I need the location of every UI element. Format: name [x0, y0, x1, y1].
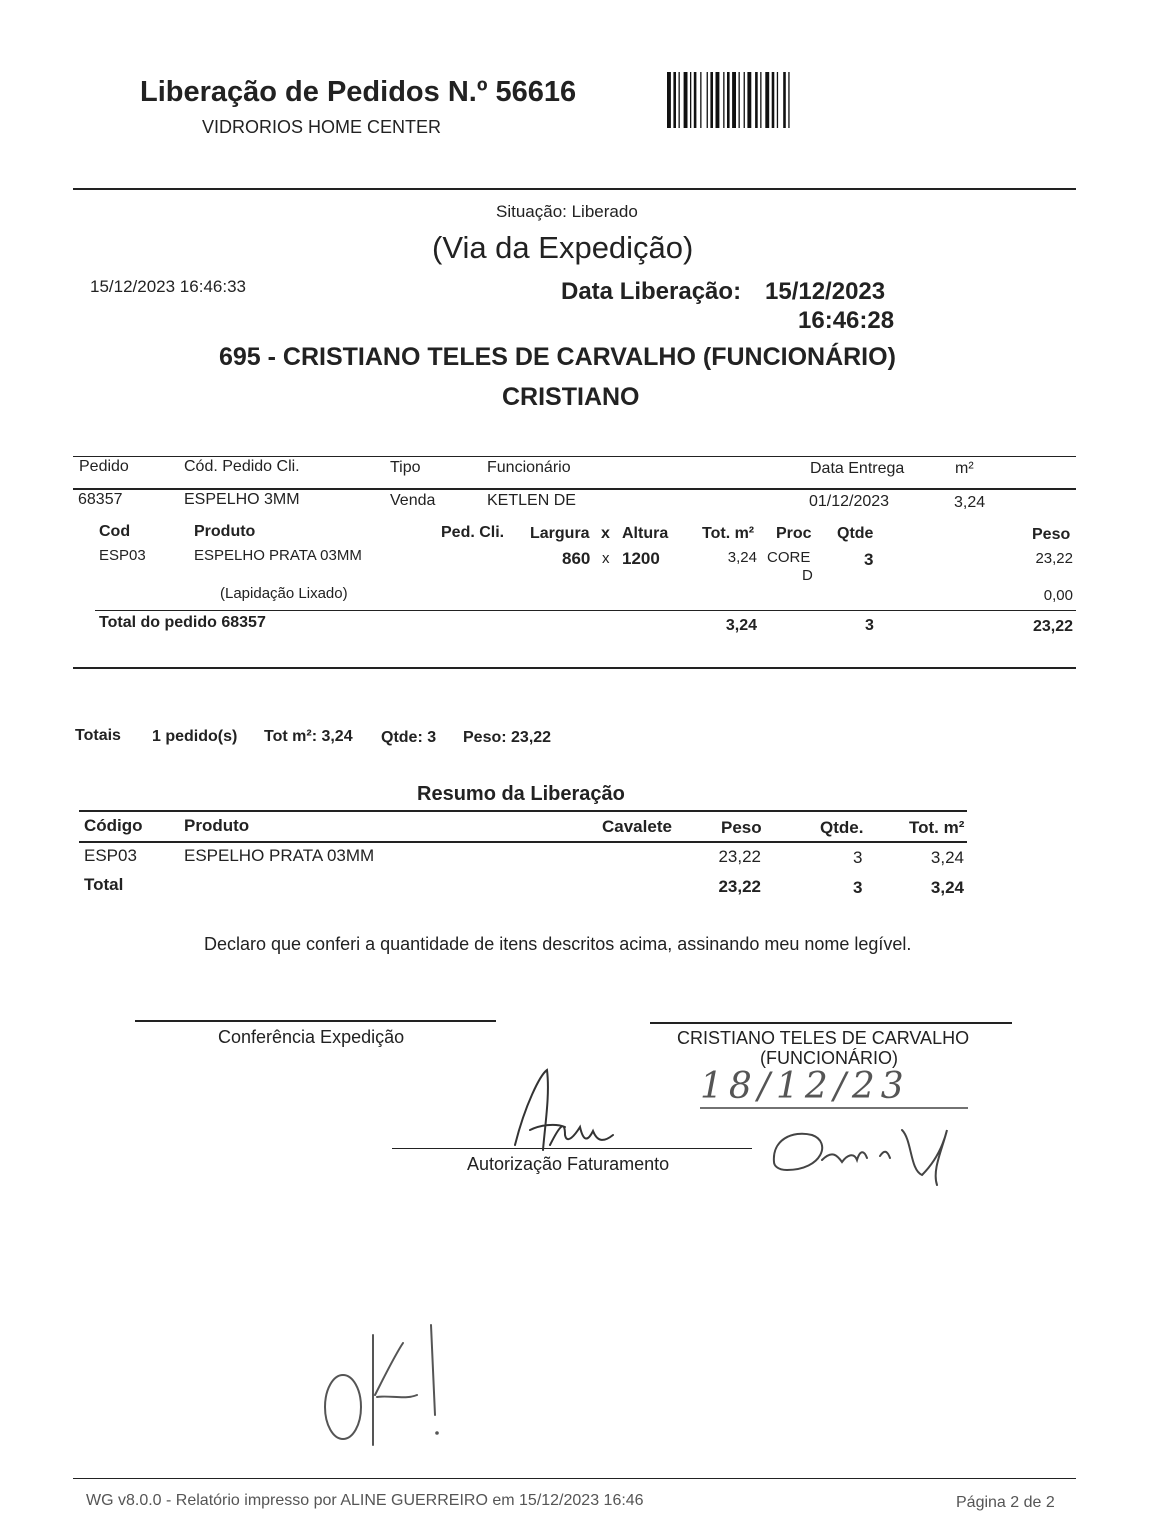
item-altura: 1200 [622, 549, 660, 568]
item-process-peso: 0,00 [1043, 587, 1073, 604]
summary-top-rule [79, 810, 967, 812]
signature-daniel [762, 1110, 962, 1200]
order-tipo: Venda [390, 492, 436, 509]
client-name: 695 - CRISTIANO TELES DE CARVALHO (FUNCIONÁRIO) [219, 343, 896, 371]
item-proc-line1: CORE [767, 549, 811, 566]
item-peso: 23,22 [1035, 550, 1073, 567]
client-short-name: CRISTIANO [502, 383, 640, 411]
signature-aline [505, 1065, 645, 1175]
item-header-peso: Peso [1032, 526, 1071, 543]
summary-header-qtde: Qtde. [820, 818, 864, 837]
order-m2: 3,24 [954, 494, 986, 511]
item-header-cod: Cod [99, 523, 131, 540]
item-tot-m2: 3,24 [727, 549, 757, 566]
totals-label: Totais [75, 727, 121, 744]
col-header-cod-pedido-cli: Cód. Pedido Cli. [184, 458, 300, 475]
item-largura: 860 [562, 549, 591, 568]
summary-total-qtde: 3 [853, 878, 863, 897]
autorizacao-label: Autorização Faturamento [467, 1154, 670, 1174]
order-total-rule [95, 610, 1076, 611]
summary-total-peso: 23,22 [718, 877, 761, 896]
summary-header-peso: Peso [721, 818, 762, 837]
item-x: x [602, 550, 610, 567]
order-total-qtde: 3 [865, 617, 874, 634]
totals-pedidos: 1 pedido(s) [152, 728, 238, 745]
order-table-top-rule [73, 456, 1076, 457]
via-title: (Via da Expedição) [432, 230, 694, 265]
item-header-x: x [601, 525, 610, 542]
order-total-peso: 23,22 [1032, 618, 1073, 635]
order-total-label: Total do pedido 68357 [99, 614, 266, 631]
release-label: Data Liberação: [561, 278, 742, 305]
summary-row-codigo: ESP03 [84, 846, 137, 865]
order-header-rule [73, 488, 1076, 490]
footer-printed-by: WG v8.0.0 - Relatório impresso por ALINE GUERREIRO em 15/12/2023 16:46 [86, 1492, 644, 1509]
employee-role: (FUNCIONÁRIO) [760, 1048, 898, 1068]
item-header-produto: Produto [194, 523, 256, 540]
summary-row-tot-m2: 3,24 [930, 848, 964, 867]
item-header-qtde: Qtde [837, 525, 874, 542]
order-cod-pedido-cli: ESPELHO 3MM [184, 491, 300, 508]
barcode [667, 72, 847, 128]
item-qtde: 3 [864, 550, 874, 569]
totals-tot-m2: Tot m²: 3,24 [264, 728, 353, 745]
summary-row-produto: ESPELHO PRATA 03MM [184, 846, 375, 865]
order-number: 68357 [78, 491, 123, 508]
footer-page-number: Página 2 de 2 [956, 1494, 1055, 1511]
summary-header-tot-m2: Tot. m² [909, 818, 965, 837]
order-funcionario: KETLEN DE [487, 492, 576, 509]
order-data-entrega: 01/12/2023 [809, 493, 890, 510]
col-header-m2: m² [955, 460, 974, 477]
handwritten-date-text: 18/12/23 [700, 1066, 910, 1107]
declaration-text: Declaro que conferi a quantidade de itens descritos acima, assinando meu nome legível. [204, 934, 912, 954]
footer-rule [73, 1478, 1076, 1479]
summary-header-cavalete: Cavalete [602, 817, 672, 836]
item-header-altura: Altura [622, 525, 669, 542]
release-time: 16:46:28 [798, 307, 895, 334]
item-process-label: (Lapidação Lixado) [220, 585, 348, 602]
col-header-pedido: Pedido [79, 458, 129, 475]
conferencia-signature-line [135, 1020, 496, 1022]
document-title: Liberação de Pedidos N.º 56616 [140, 76, 577, 108]
employee-signature-line [650, 1022, 1012, 1024]
order-table-bottom-rule [73, 667, 1076, 669]
item-header-largura: Largura [530, 525, 590, 542]
employee-name: CRISTIANO TELES DE CARVALHO [677, 1028, 970, 1048]
summary-total-tot-m2: 3,24 [930, 878, 964, 897]
header-divider [73, 188, 1076, 190]
summary-header-produto: Produto [184, 816, 250, 835]
summary-title: Resumo da Liberação [417, 783, 625, 805]
item-produto: ESPELHO PRATA 03MM [194, 547, 362, 564]
summary-row-qtde: 3 [853, 848, 863, 867]
item-header-proc: Proc [776, 525, 812, 542]
summary-header-rule [79, 841, 967, 843]
company-name: VIDRORIOS HOME CENTER [202, 117, 442, 137]
handwritten-ok [315, 1315, 455, 1455]
order-total-m2: 3,24 [725, 617, 757, 634]
status-text: Situação: Liberado [496, 202, 638, 221]
totals-qtde: Qtde: 3 [381, 729, 437, 746]
summary-total-label: Total [84, 875, 124, 894]
col-header-data-entrega: Data Entrega [810, 460, 905, 477]
item-header-tot-m2: Tot. m² [702, 525, 755, 542]
print-datetime: 15/12/2023 16:46:33 [90, 277, 246, 296]
item-header-ped-cli: Ped. Cli. [441, 524, 505, 541]
col-header-tipo: Tipo [390, 459, 421, 476]
summary-header-codigo: Código [84, 816, 143, 835]
totals-peso: Peso: 23,22 [463, 729, 552, 746]
col-header-funcionario: Funcionário [487, 459, 571, 476]
item-proc-line2: D [802, 567, 813, 584]
conferencia-label: Conferência Expedição [218, 1027, 405, 1047]
summary-row-peso: 23,22 [718, 847, 761, 866]
item-cod: ESP03 [99, 547, 146, 564]
release-date: 15/12/2023 [765, 278, 886, 305]
